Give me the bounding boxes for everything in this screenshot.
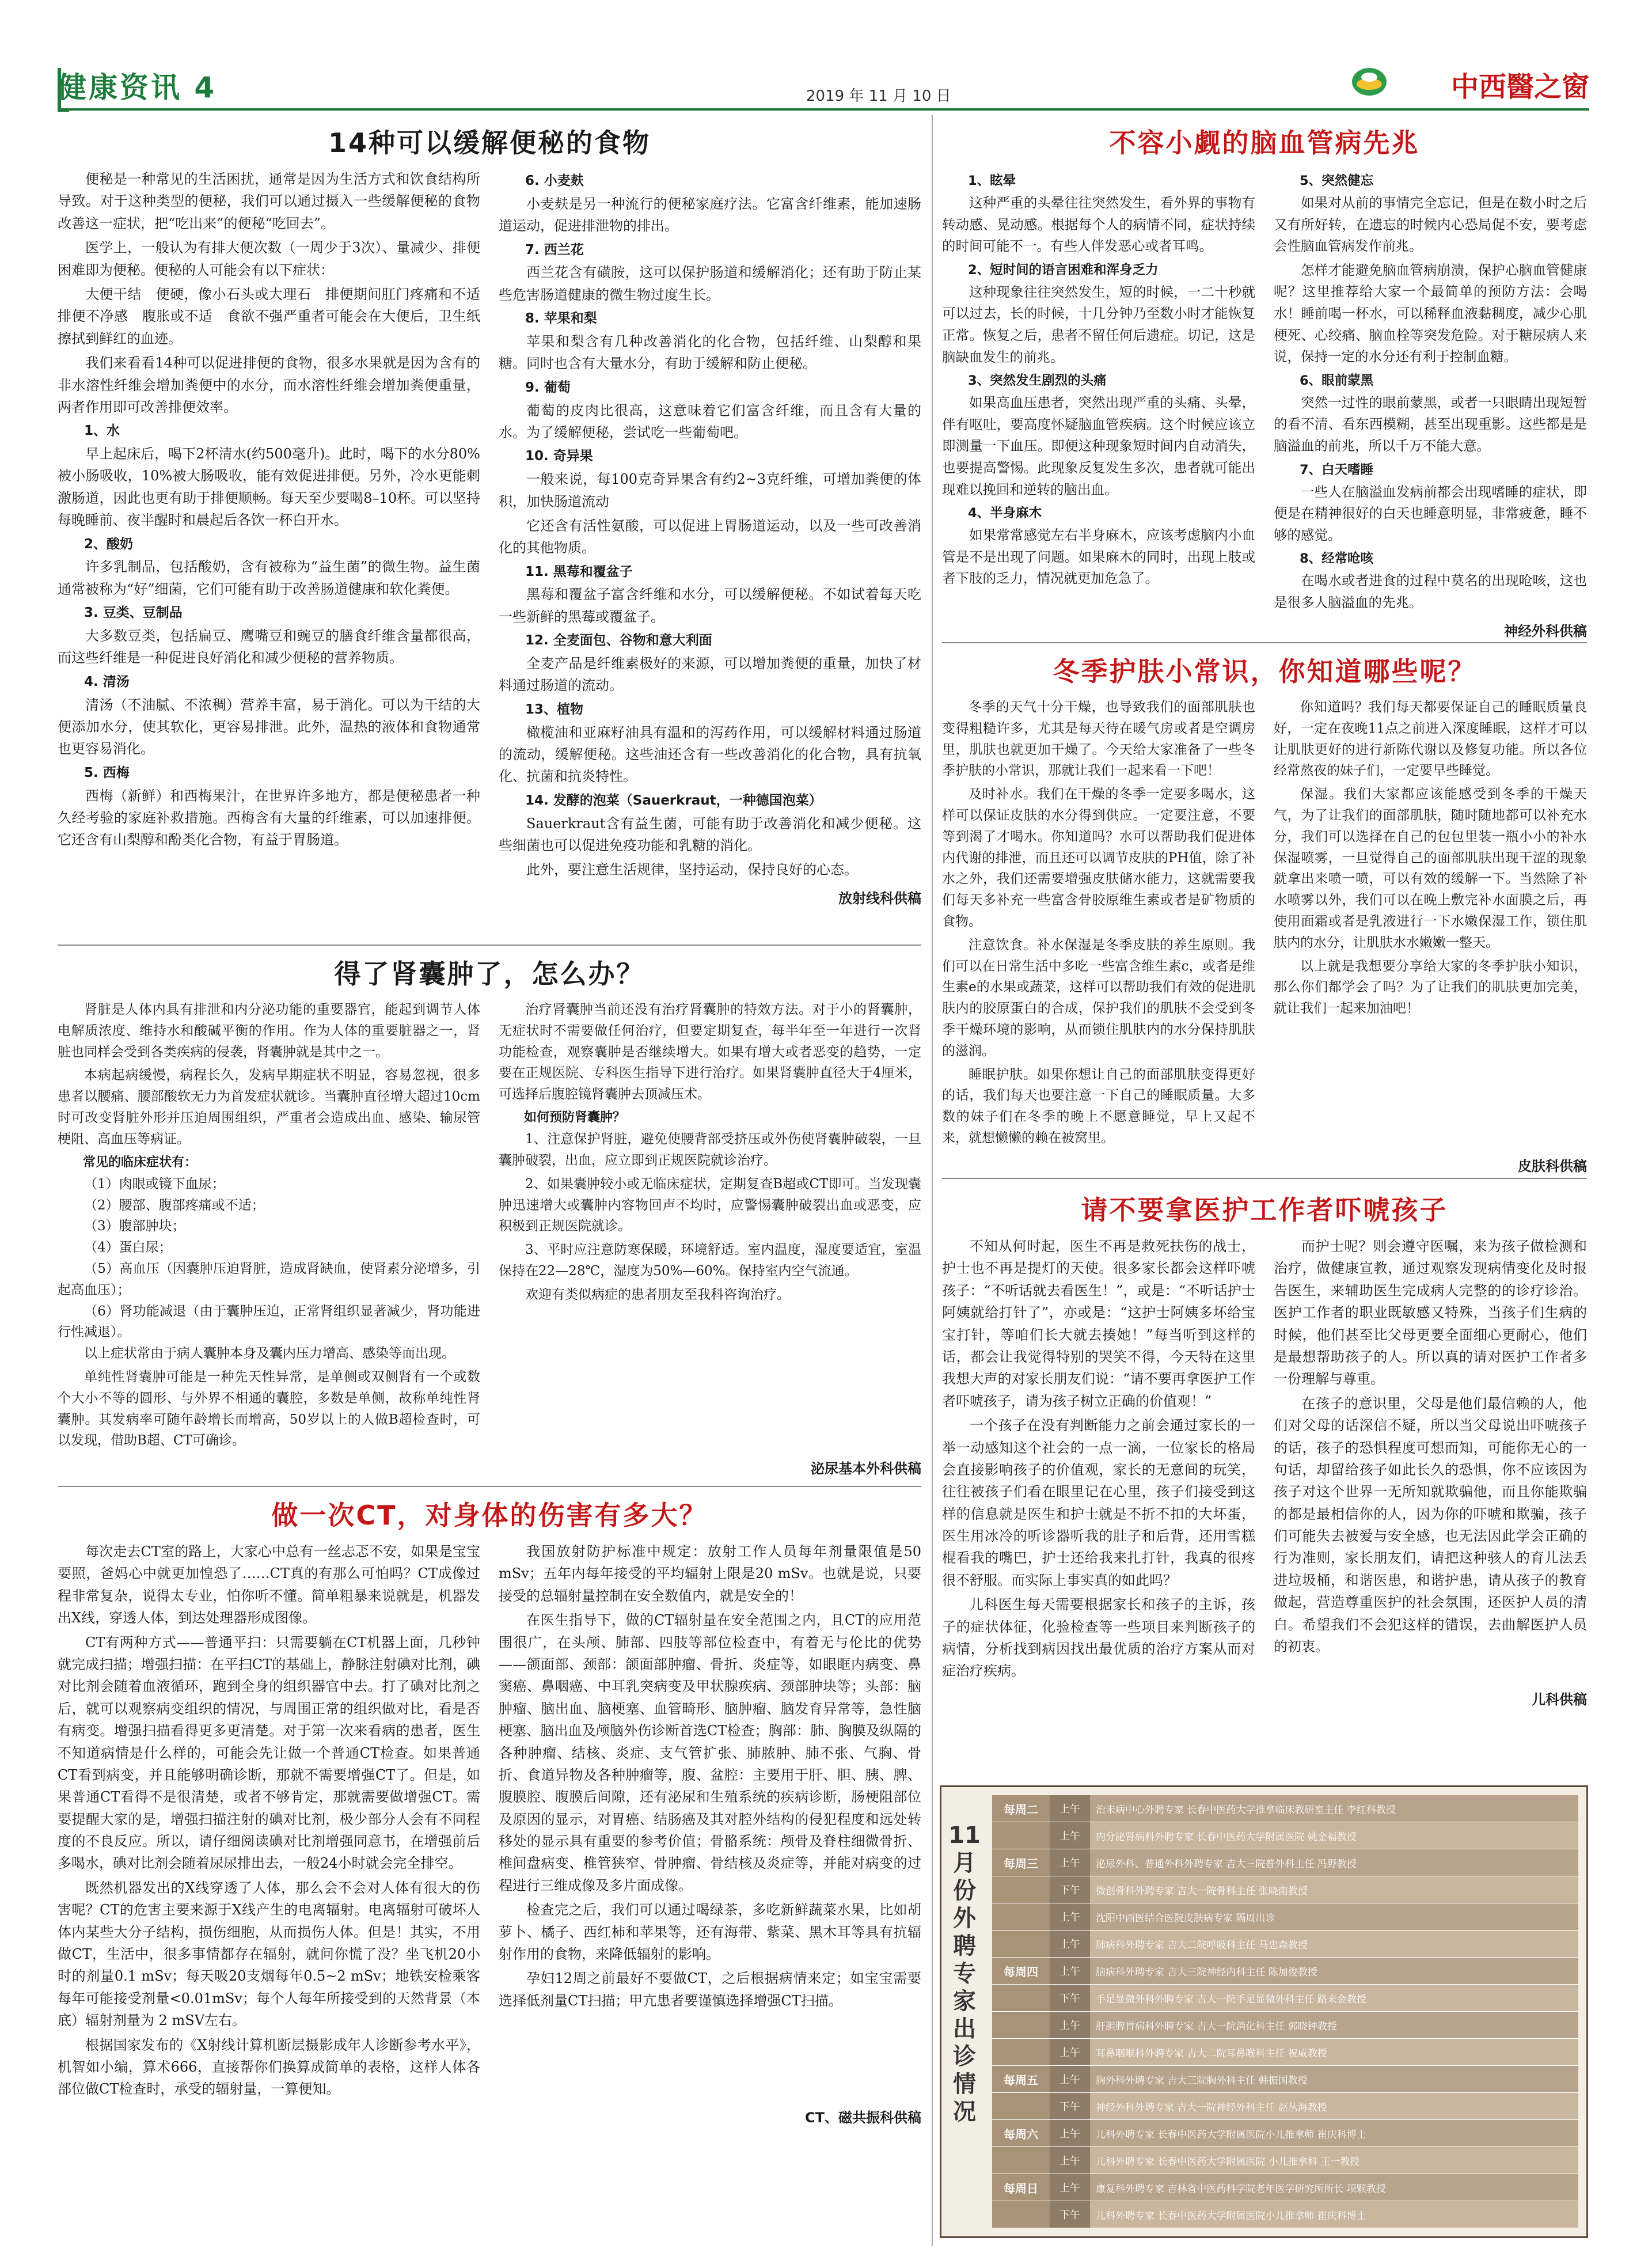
article-title: 冬季护肤小常识，你知道哪些呢？: [1053, 656, 1476, 687]
paragraph: 每次走去CT室的路上，大家心中总有一丝忐忑不安，如果是宝宝要照，爸妈心中就更加惶恐了……CT真的有那么可怕吗？CT成像过程非常复杂，说得太专业，怕你听不懂。简单粗暴来说就是，机器发出X线，穿透人体，到达处理器形成图像。: [58, 1543, 480, 1626]
article-title: 得了肾囊肿了，怎么办？: [334, 958, 645, 989]
schedule-time: 上午: [1050, 2066, 1090, 2092]
paragraph: 孕妇12周之前最好不要做CT，之后根据病情来定；如宝宝需要选择低剂量CT扫描；甲亢患者要谨慎选择增强CT扫描。: [499, 1970, 921, 2009]
paragraph: 检查完之后，我们可以通过喝绿茶，多吃新鲜蔬菜水果，比如胡萝卜、橘子、西红柿和苹果等，还有海带、紫菜、黑木耳等具有抗辐射作用的食物，来降低辐射的影响。: [499, 1902, 921, 1963]
paragraph: 以上就是我想要分享给大家的冬季护肤小知识，那么你们都学会了吗？为了让我们的肌肤更加完美，就让我们一起来加油吧！: [1274, 958, 1587, 1017]
subheading: 常见的临床症状有：: [83, 1155, 198, 1170]
subheading: 4、半身麻木: [968, 506, 1042, 521]
paragraph: 黑莓和覆盆子富含纤维和水分，可以缓解便秘。不如试着每天吃一些新鲜的黑莓或覆盆子。: [499, 586, 921, 625]
article-credit: 神经外科供稿: [1504, 623, 1587, 639]
paragraph: 橄榄油和亚麻籽油具有温和的泻药作用，可以缓解材料通过肠道的流动，缓解便秘。这些油还含有一些改善消化的化合物，具有抗氧化、抗菌和抗炎特性。: [499, 724, 921, 785]
schedule-day: 每周四: [992, 1958, 1050, 1984]
schedule-expert: 泌尿外科、普通外科外聘专家 吉大三院普外科主任 冯野教授: [1090, 1849, 1578, 1876]
paragraph: 我国放射防护标准中规定：放射工作人员每年剂量限值是50 mSv；五年内每年接受的平均辐射上限是20 mSv。也就是说，只要接受的总辐射量控制在安全数值内，就是安全的！: [499, 1543, 921, 1604]
schedule-table: [992, 1795, 1578, 2228]
subheading: 1、水: [84, 423, 120, 439]
schedule-day: 每周二: [992, 1795, 1050, 1822]
subheading: 2、酸奶: [84, 536, 134, 552]
paragraph: 如果高血压患者，突然出现严重的头痛、头晕，伴有呕吐，要高度怀疑脑血管疾病。这个时候应该立即测量一下血压。即便这种现象短时间内自动消失，也要提高警惕。此现象反复发生多次，患者就可能出现难以挽回和逆转的脑出血。: [942, 395, 1255, 498]
schedule-day: [992, 2039, 1050, 2065]
schedule-time: 上午: [1050, 1822, 1090, 1849]
paragraph: 一个孩子在没有判断能力之前会通过家长的一举一动感知这个社会的一点一滴，一位家长的格局会直接影响孩子的价值观，家长的无意间的玩笑，往往被孩子们看在眼里记在心里，孩子们接受到这样的信息就是医生和护士就是不折不扣的大坏蛋，医生用冰冷的听诊器听我的肚子和后背，还用雪糕棍看我的嘴巴，护士还给我来扎打针，我真的很疼很不舒服。而实际上事实真的如此吗？: [942, 1417, 1255, 1588]
paragraph: 在医生指导下，做的CT辐射量在安全范围之内，且CT的应用范围很广，在头颅、肺部、四肢等部位检查中，有着无与伦比的优势——颌面部、颈部：颌面部肿瘤、骨折、炎症等，如眼眶内病变、鼻窦癌、鼻咽癌、中耳乳突病变及甲状腺疾病、颈部肿块等；头部：脑肿瘤、脑出血、脑梗塞、血管畸形、脑肿瘤、脑发育异常等，急性脑梗塞、脑出血及颅脑外伤诊断首选CT检查；胸部：肺、胸膜及纵隔的各种肿瘤、结核、炎症、支气管扩张、肺脓肿、肺不张、气胸、骨折、食道异物及各种肿瘤等，腹、盆腔：主要用于肝、胆、胰、脾、腹膜腔、腹膜后间隙，还有泌尿和生殖系统的疾病诊断，肠梗阻部位及原因的显示，对胃癌、结肠癌及其对腔外结构的侵犯程度和远处转移处的显示具有重要的参考价值；骨骼系统：颅骨及脊柱细微骨折、椎间盘病变、椎管狭窄、骨肿瘤、骨结核及炎症等，并能对病变的过程进行三维成像及多片面成像。: [499, 1612, 921, 1894]
article-column: [942, 1235, 1255, 1685]
schedule-time: 上午: [1050, 2174, 1090, 2201]
paragraph: 欢迎有类似病症的患者朋友至我科咨询治疗。: [525, 1287, 790, 1302]
subheading: 11. 黑莓和覆盆子: [525, 564, 633, 579]
paragraph: 大便干结 便硬，像小石头或大理石 排便期间肛门疼痛和不适 排便不净感 腹胀或不适 食欲不强严重者可能会在大便后，卫生纸擦拭到鲜红的血迹。: [58, 286, 494, 347]
paragraph: （4）蛋白尿；: [84, 1240, 172, 1256]
paragraph: 睡眠护肤。如果你想让自己的面部肌肤变得更好的话，我们每天也要注意一下自己的睡眠质量。大多数的妹子们在冬季的晚上不愿意睡觉，早上又起不来，就想懒懒的赖在被窝里。: [942, 1067, 1255, 1146]
article-title: 不容小觑的脑血管病先兆: [1109, 127, 1420, 158]
paragraph: 我们来看看14种可以促进排便的食物，很多水果就是因为含有的非水溶性纤维会增加粪便中的水分，而水溶性纤维会增加粪便重量，两者作用即可改善排便效率。: [58, 355, 480, 415]
subheading: 6、眼前蒙黑: [1300, 373, 1374, 388]
paragraph: 本病起病缓慢，病程长久，发病早期症状不明显，容易忽视，很多患者以腰痛、腰部酸软无力为首发症状就诊。当囊肿直径增大超过10cm时可改变肾脏外形并压迫周围组织，严重者会造成出血、感染、输尿管梗阻、高血压等病证。: [58, 1068, 480, 1147]
schedule-day: [992, 1985, 1050, 2011]
schedule-time: 下午: [1050, 1876, 1090, 1903]
paragraph: 西梅（新鲜）和西梅果汁，在世界许多地方，都是便秘患者一种久经考验的家庭补救措施。西梅含有大量的纤维素，可以加速排便。它还含有山梨醇和酚类化合物，有益于胃肠道。: [58, 787, 480, 848]
paragraph: CT有两种方式——普通平扫：只需要躺在CT机器上面，几秒钟就完成扫描；增强扫描：在平扫CT的基础上，静脉注射碘对比剂，碘对比剂会随着血液循环，跑到全身的组织器官中去。打了碘对比剂之后，就可以观察病变组织的情况，与周围正常的组织做对比，看是否有病变。增强扫描看得更多更清楚。对于第一次来看病的患者，医生不知道病情是什么样的，可能会先让做一个普通CT检查。如果普通CT看到病变，并且能够明确诊断，那就不需要增强CT了。但是，如果普通CT看得不是很清楚，或者不够肯定，那就需要做增强CT。需要提醒大家的是，增强扫描注射的碘对比剂，极少部分人会有不同程度的不良反应。所以，请仔细阅读碘对比剂增强同意书，在增强前后多喝水，碘对比剂会随着尿尿排出去，一般24小时就会完全排空。: [58, 1634, 480, 1872]
schedule-expert: 内分泌肾病科外聘专家 长春中医药大学附属医院 姚金福教授: [1090, 1822, 1578, 1849]
schedule-expert: 脑病科外聘专家 吉大三院神经内科主任 陈加俊教授: [1090, 1958, 1578, 1984]
schedule-expert: 儿科外聘专家 长春中医药大学附属医院小儿推拿师 崔庆科博士: [1090, 2201, 1578, 2228]
paragraph: 冬季的天气十分干燥，也导致我们的面部肌肤也变得粗糙许多，尤其是每天待在暖气房或者是空调房里，肌肤也就更加干燥了。今天给大家准备了一些冬季护肤的小常识，那就让我们一起来看一下吧！: [942, 700, 1255, 779]
schedule-day: [992, 2012, 1050, 2038]
schedule-day: [992, 1903, 1050, 1930]
article-column: [942, 697, 1255, 1151]
schedule-day: [992, 1931, 1050, 1957]
schedule-time: 上午: [1050, 2012, 1090, 2038]
schedule-time: 下午: [1050, 2201, 1090, 2228]
article-kids: [942, 1189, 1587, 1777]
paragraph: 怎样才能避免脑血管病崩溃，保护心脑血管健康呢？这里推荐给大家一个最简单的预防方法：会喝水！睡前喝一杯水，可以稀释血液黏稠度，减少心肌梗死、心绞痛、脑血栓等突发危险。对于糖尿病人来说，保持一定的水分还有利于控制血糖。: [1274, 261, 1587, 365]
schedule-expert: 手足显微外科外聘专家 吉大一院手足显微外科主任 路来金教授: [1090, 1985, 1578, 2011]
schedule-day: 每周五: [992, 2066, 1050, 2092]
schedule-expert: 微创骨科外聘专家 吉大一院骨科主任 张晓南教授: [1090, 1876, 1578, 1903]
paragraph: 小麦麸是另一种流行的便秘家庭疗法。它富含纤维素，能加速肠道运动，促进排泄物的排出。: [499, 195, 921, 234]
paragraph: 如果常常感觉左右半身麻木，应该考虑脑内小血管是不是出现了问题。如果麻木的同时，出现上肢或者下肢的乏力，情况就更加危急了。: [942, 527, 1255, 587]
section-title: 健康资讯 4: [58, 71, 217, 104]
schedule-expert: 胸外科外聘专家 吉大三院胸外科主任 韩振国教授: [1090, 2066, 1578, 2092]
schedule-row: [992, 1985, 1578, 2012]
schedule-expert: 耳鼻咽喉科外聘专家 吉大二院耳鼻喉科主任 祝威教授: [1090, 2039, 1578, 2065]
paragraph: 既然机器发出的X线穿透了人体，那么会不会对人体有很大的伤害呢？CT的危害主要来源于X线产生的电离辐射。电离辐射可破坏人体内某些大分子结构，损伤细胞，从而损伤人体。但是！其实，不用做CT，生活中，很多事情都存在辐射，就问你慌了没？坐飞机20小时的剂量0.1 mSv；每天吸20支烟每年0.5~2 mSv；地铁安检乘客每年可能接受剂量<0.01mSv；每个人每年所接受到的天然背景（本底）辐射剂量为 2 mSV左右。: [58, 1879, 480, 2029]
schedule-time: 上午: [1050, 1903, 1090, 1930]
article-credit: 放射线科供稿: [838, 890, 921, 907]
paragraph: 大多数豆类，包括扁豆、鹰嘴豆和豌豆的膳食纤维含量都很高，而这些纤维是一种促进良好消化和减少便秘的营养物质。: [58, 628, 480, 666]
column-divider: [932, 115, 933, 2246]
schedule-row: [992, 1903, 1578, 1931]
schedule-row: [992, 2093, 1578, 2120]
subheading: 8. 苹果和梨: [525, 311, 597, 327]
schedule-row: [992, 1876, 1578, 1903]
expert-schedule: [940, 1785, 1588, 2238]
paragraph: 此外，要注意生活规律，坚持运动，保持良好的心态。: [526, 862, 858, 878]
article-column: [499, 168, 921, 883]
paragraph: 保湿。我们大家都应该能感受到冬季的干燥天气，为了让我们的面部肌肤，随时随地都可以补充水分，我们可以选择在自己的包包里装一瓶小小的补水保湿喷雾，一旦觉得自己的面部肌肤出现干涩的现象就拿出来喷一喷，可以有效的缓解一下。当然除了补水喷雾以外，我们可以在晚上敷完补水面膜之后，再使用面霜或者是乳液进行一下水嫩保湿工作，锁住肌肤内的水分，让肌肤水水嫩嫩一整天。: [1274, 787, 1587, 950]
subheading: 1、眩晕: [968, 173, 1016, 188]
article-skin: [942, 651, 1587, 1175]
paragraph: 这种现象往往突然发生，短的时候，一二十秒就可以过去，长的时候，十几分钟乃至数小时才能恢复正常。恢复之后，患者不留任何后遗症。切记，这是脑缺血发生的前兆。: [942, 283, 1255, 365]
schedule-time: 上午: [1050, 1795, 1090, 1822]
article-separator: [942, 642, 1587, 643]
article-column: [58, 1541, 480, 2103]
article-stroke: [942, 122, 1587, 640]
subheading: 13、植物: [525, 701, 584, 717]
schedule-row: [992, 2120, 1578, 2147]
schedule-row: [992, 1958, 1578, 1985]
article-column: [942, 168, 1255, 616]
schedule-expert: 儿科外聘专家 长春中医药大学附属医院 小儿推拿科 王一教授: [1090, 2147, 1578, 2174]
schedule-time: 上午: [1050, 1958, 1090, 1984]
article-separator: [58, 1486, 921, 1487]
schedule-time: 上午: [1050, 1931, 1090, 1957]
paragraph: Sauerkraut含有益生菌，可能有助于改善消化和减少便秘。这些细菌也可以促进免疫功能和乳糖的消化。: [499, 815, 921, 854]
paragraph: 注意饮食。补水保湿是冬季皮肤的养生原则。我们可以在日常生活中多吃一些富含维生素c，或者是维生素e的水果或蔬菜，这样可以帮助我们有效的促进肌肤内的胶原蛋白的合成，保护我们的肌肤不会受到冬季干燥环境的影响，从而锁住肌肤内的水分保持肌肤的滋润。: [942, 937, 1255, 1059]
schedule-day: [992, 1876, 1050, 1903]
schedule-title: 11月份外聘专家出诊情况: [948, 1822, 981, 2125]
paragraph: 早上起床后，喝下2杯清水(约500毫升)。此时，喝下的水分80%被小肠吸收，10%被大肠吸收，能有效促进排便。另外，冷水更能刺激肠道，因此也更有助于排便顺畅。每天至少要喝8–10杯。可以坚持每晚睡前、夜半醒时和晨起后各饮一杯白开水。: [58, 446, 480, 529]
schedule-row: [992, 2174, 1578, 2201]
schedule-day: [992, 1822, 1050, 1849]
subheading: 如何预防肾囊肿？: [524, 1110, 626, 1125]
paragraph: 便秘是一种常见的生活困扰，通常是因为生活方式和饮食结构所导致。对于这种类型的便秘，我们可以通过摄入一些缓解便秘的食物改善这一症状，把“吃出来”的便秘“吃回去”。: [58, 171, 480, 232]
article-column: [58, 999, 480, 1454]
article-separator: [58, 945, 921, 946]
schedule-day: 每周日: [992, 2174, 1050, 2201]
article-separator: [942, 1178, 1587, 1179]
paragraph: 如果对从前的事情完全忘记，但是在数小时之后又有所好转，在遗忘的时候内心恐局促不安，要考虑会性脑血管病发作前兆。: [1274, 195, 1587, 255]
paragraph: （2）腰部、腹部疼痛或不适；: [84, 1197, 265, 1213]
paragraph: 2、如果囊肿较小或无临床症状，定期复查B超或CT即可。当发现囊肿迅速增大或囊肿内容物回声不均时，应警惕囊肿破裂出血或恶变，应积极到正规医院就诊。: [499, 1176, 921, 1234]
schedule-row: [992, 1822, 1578, 1849]
paragraph: 不知从何时起，医生不再是救死扶伤的战士，护士也不再是提灯的天使。很多家长都会这样吓唬孩子：“不听话就去看医生！”，或是：“不听话护士阿姨就给打针了”，亦或是：“这护士阿姨多坏给宝宝打针，等咱们长大就去揍她！”每当听到这样的话，都会让我觉得特别的哭笑不得，今天特在这里我想大声的对家长朋友们说：“请不要再拿医护工作者吓唬孩子，请为孩子树立正确的价值观！”: [942, 1238, 1255, 1409]
subheading: 5、突然健忘: [1300, 173, 1374, 188]
paragraph: 单纯性肾囊肿可能是一种先天性异常，是单侧或双侧肾有一个或数个大小不等的圆形、与外界不相通的囊腔，多数是单侧，故称单纯性肾囊肿。其发病率可随年龄增长而增高，50岁以上的人做B超检查时，可以发现，借助B超、CT可确诊。: [58, 1369, 480, 1448]
paragraph: 而护士呢？则会遵守医嘱，来为孩子做检测和治疗，做健康宣教，通过观察发现病情变化及时报告医生，来辅助医生完成病人完整的的诊疗诊治。医护工作者的职业既敏感又特殊，当孩子们生病的时候，他们甚至比父母更要全面细心更耐心，他们是最想帮助孩子的人。所以真的请对医护工作者多一份理解与尊重。: [1274, 1238, 1587, 1387]
paragraph: 儿科医生每天需要根据家长和孩子的主诉，孩子的症状体征，化验检查等一些项目来判断孩子的病情，分析找到病因找出最优质的治疗方案从而对症治疗疾病。: [942, 1596, 1255, 1679]
schedule-row: [992, 1795, 1578, 1822]
schedule-expert: 沈阳中西医结合医院皮肤病专家 隔周出诊: [1090, 1903, 1578, 1930]
paragraph: 治疗肾囊肿当前还没有治疗肾囊肿的特效方法。对于小的肾囊肿，无症状时不需要做任何治疗，但要定期复查，每半年至一年进行一次肾功能检查，观察囊肿是否继续增大。如果有增大或者恶变的趋势，一定要在正规医院、专科医生指导下进行治疗。如果肾囊肿直径大于4厘米，可选择后腹腔镜肾囊肿去顶减压术。: [499, 1002, 921, 1102]
schedule-expert: 康复科外聘专家 吉林省中医药科学院老年医学研究所所长 项颗教授: [1090, 2174, 1578, 2201]
paragraph: 一些人在脑溢血发病前都会出现嗜睡的症状，即便是在精神很好的白天也睡意明显，非常疲惫，睡不够的感觉。: [1274, 483, 1587, 543]
schedule-expert: 肝胆脾胃病科外聘专家 吉大一院消化科主任 郭晓钟教授: [1090, 2012, 1578, 2038]
article-column: [1274, 697, 1587, 1151]
schedule-row: [992, 1931, 1578, 1958]
paragraph: 及时补水。我们在干燥的冬季一定要多喝水，这样可以保证皮肤的水分得到供应。一定要注意，不要等到渴了才喝水。你知道吗？水可以帮助我们促进体内代谢的排泄，而且还可以调节皮肤的PH值，除了补水之外，我们还需要增强皮肤储水能力，这就需要我们每天多补充一些富含骨胶原维生素或者是矿物质的食物。: [942, 787, 1255, 929]
paragraph: 根据国家发布的《X射线计算机断层摄影成年人诊断参考水平》，机智如小编，算术666，直接帮你们换算成简单的表格，这样人体各部位做CT检查时，承受的辐射量，一算便知。: [58, 2036, 480, 2098]
subheading: 5. 西梅: [84, 765, 130, 780]
masthead-logo-icon: [1351, 67, 1388, 97]
schedule-day: 每周三: [992, 1849, 1050, 1876]
paragraph: 它还含有活性氨酸，可以促进上胃肠道运动，以及一些可改善消化的其他物质。: [499, 517, 921, 556]
schedule-time: 上午: [1050, 1849, 1090, 1876]
schedule-row: [992, 2066, 1578, 2093]
article-credit: 皮肤科供稿: [1518, 1158, 1587, 1174]
paragraph: 1、注意保护肾脏，避免使腰背部受挤压或外伤使肾囊肿破裂，一旦囊肿破裂，出血，应立即到正规医院就诊治疗。: [499, 1132, 921, 1168]
paragraph: 突然一过性的眼前蒙黑，或者一只眼睛出现短暂的看不清、看东西模糊，甚至出现重影。这些都是是脑溢血的前兆，所以千万不能大意。: [1274, 394, 1587, 454]
paragraph: 医学上，一般认为有排大便次数（一周少于3次）、量减少、排便困难即为便秘。便秘的人可能会有以下症状：: [58, 240, 480, 278]
paragraph: 这种严重的头晕往往突然发生，看外界的事物有转动感、晃动感。根据每个人的病情不同，症状持续的时间可能不一。有些人伴发恶心或者耳鸣。: [942, 195, 1255, 255]
subheading: 4. 清汤: [84, 674, 130, 689]
subheading: 14. 发酵的泡菜（Sauerkraut，一种德国泡菜）: [525, 792, 822, 808]
schedule-day: [992, 2147, 1050, 2174]
article-credit: CT、磁共振科供稿: [805, 2109, 921, 2126]
subheading: 3、突然发生剧烈的头痛: [968, 373, 1107, 389]
schedule-row: [992, 2039, 1578, 2066]
paragraph: 全麦产品是纤维素极好的来源，可以增加粪便的重量，加快了材料通过肠道的流动。: [499, 655, 921, 694]
paragraph: 苹果和梨含有几种改善消化的化合物，包括纤维、山梨醇和果糖。同时也含有大量水分，有助于缓解和防止便秘。: [499, 333, 921, 372]
schedule-expert: 神经外科外聘专家 吉大一院神经外科主任 赵丛海教授: [1090, 2093, 1578, 2119]
article-column: [499, 999, 921, 1454]
paragraph: 你知道吗？我们每天都要保证自己的睡眠质量良好，一定在夜晚11点之前进入深度睡眠，这样才可以让肌肤更好的进行新陈代谢以及修复功能。所以各位经常熬夜的妹子们，一定要早些睡觉。: [1274, 700, 1587, 779]
schedule-expert: 治未病中心外聘专家 长春中医药大学推拿临床教研室主任 李红科教授: [1090, 1795, 1578, 1822]
paragraph: 在孩子的意识里，父母是他们最信赖的人，他们对父母的话深信不疑，所以当父母说出吓唬孩子的话，孩子的恐惧程度可想而知，可能你无心的一句话，却留给孩子如此长久的恐惧，你不应该因为孩子对这个世界一无所知就欺骗他，而且你能欺骗的都是最相信你的人，因为你的吓唬和欺骗，孩子们可能失去被爱与安全感，也无法因此学会正确的行为准则，家长朋友们，请把这种骇人的育儿法丢进垃圾桶，和谐医患，和谐护患，请从孩子的教育做起，营造尊重医护的社会氛围，还医护人员的清白。希望我们不会犯这样的错误，去曲解医护人员的初衷。: [1274, 1395, 1587, 1655]
article-title: 做一次CT，对身体的伤害有多大？: [271, 1500, 708, 1531]
issue-date: 2019 年 11 月 10 日: [806, 88, 951, 105]
paragraph: （3）腹部肿块；: [84, 1219, 185, 1234]
paragraph: 西兰花含有磺胺，这可以保护肠道和缓解消化；还有助于防止某些危害肠道健康的微生物过度生长。: [499, 264, 921, 303]
schedule-row: [992, 2201, 1578, 2228]
schedule-day: 每周六: [992, 2120, 1050, 2146]
paragraph: 一般来说，每100克奇异果含有约2~3克纤维，可增加粪便的体积，加快肠道流动: [499, 471, 921, 510]
article-ct: [58, 1495, 921, 2243]
subheading: 12. 全麦面包、谷物和意大利面: [525, 633, 712, 648]
paragraph: 清汤（不油腻、不浓稠）营养丰富，易于消化。可以为干结的大便添加水分，使其软化，更容易排泄。此外，温热的液体和食物通常也更容易消化。: [58, 696, 480, 757]
schedule-expert: 肺病科外聘专家 吉大二院呼吸科主任 马忠森教授: [1090, 1931, 1578, 1957]
schedule-time: 上午: [1050, 2120, 1090, 2146]
schedule-row: [992, 2012, 1578, 2039]
article-title: 14种可以缓解便秘的食物: [328, 127, 651, 158]
paragraph: 葡萄的皮肉比很高，这意味着它们富含纤维，而且含有大量的水。为了缓解便秘，尝试吃一些葡萄吧。: [499, 402, 921, 441]
masthead-title: 中西醫之窗: [1450, 71, 1589, 103]
article-column: [499, 1541, 921, 2103]
schedule-day: [992, 2093, 1050, 2119]
paragraph: 肾脏是人体内具有排泄和内分泌功能的重要器官，能起到调节人体电解质浓度、维持水和酸碱平衡的作用。作为人体的重要脏器之一，肾脏也同样会受到各类疾病的侵袭，肾囊肿就是其中之一。: [58, 1002, 480, 1060]
paragraph: 以上症状常由于病人囊肿本身及囊内压力增高、感染等而出现。: [84, 1346, 455, 1361]
article-kidney: [58, 953, 921, 1483]
schedule-day: [992, 2201, 1050, 2228]
subheading: 8、经常呛咳: [1300, 551, 1374, 567]
schedule-time: 下午: [1050, 2093, 1090, 2119]
subheading: 2、短时间的语言困难和浑身乏力: [968, 262, 1159, 278]
schedule-time: 上午: [1050, 2147, 1090, 2174]
subheading: 3. 豆类、豆制品: [84, 605, 183, 621]
article-constipation: [58, 122, 921, 940]
subheading: 6. 小麦麸: [525, 173, 584, 188]
article-title: 请不要拿医护工作者吓唬孩子: [1081, 1194, 1448, 1226]
paragraph: 许多乳制品，包括酸奶，含有被称为“益生菌”的微生物。益生菌通常被称为“好”细菌，它们可能有助于改善肠道健康和软化粪便。: [58, 559, 480, 597]
article-credit: 儿科供稿: [1532, 1691, 1587, 1708]
paragraph: （6）肾功能减退（由于囊肿压迫，正常肾组织显著减少，肾功能进行性减退）。: [58, 1303, 480, 1340]
subheading: 9. 葡萄: [525, 380, 571, 395]
subheading: 7、白天嗜睡: [1300, 462, 1374, 477]
header-rule: [58, 108, 1589, 111]
subheading: 7. 西兰花: [525, 242, 584, 257]
article-column: [1274, 1235, 1587, 1685]
article-credit: 泌尿基本外科供稿: [811, 1461, 921, 1477]
article-column: [1274, 168, 1587, 616]
paragraph: （5）高血压（因囊肿压迫肾脏，造成肾缺血，使肾素分泌增多，引起高血压）；: [58, 1261, 480, 1298]
schedule-row: [992, 2147, 1578, 2174]
paragraph: 3、平时应注意防寒保暖，环境舒适。室内温度，湿度要适宜，室温保持在22—28℃，湿度为50%—60%。保持室内空气流通。: [499, 1242, 921, 1279]
subheading: 10. 奇异果: [525, 449, 593, 464]
paragraph: （1）肉眼或镜下血尿；: [84, 1176, 225, 1192]
schedule-row: [992, 1849, 1578, 1876]
article-column: [58, 168, 494, 883]
page-header: [58, 65, 1589, 105]
schedule-time: 上午: [1050, 2039, 1090, 2065]
paragraph: 在喝水或者进食的过程中莫名的出现呛咳，这也是很多人脑溢血的先兆。: [1274, 572, 1587, 610]
schedule-time: 下午: [1050, 1985, 1090, 2011]
schedule-expert: 儿科外聘专家 长春中医药大学附属医院小儿推拿师 崔庆科博士: [1090, 2120, 1578, 2146]
